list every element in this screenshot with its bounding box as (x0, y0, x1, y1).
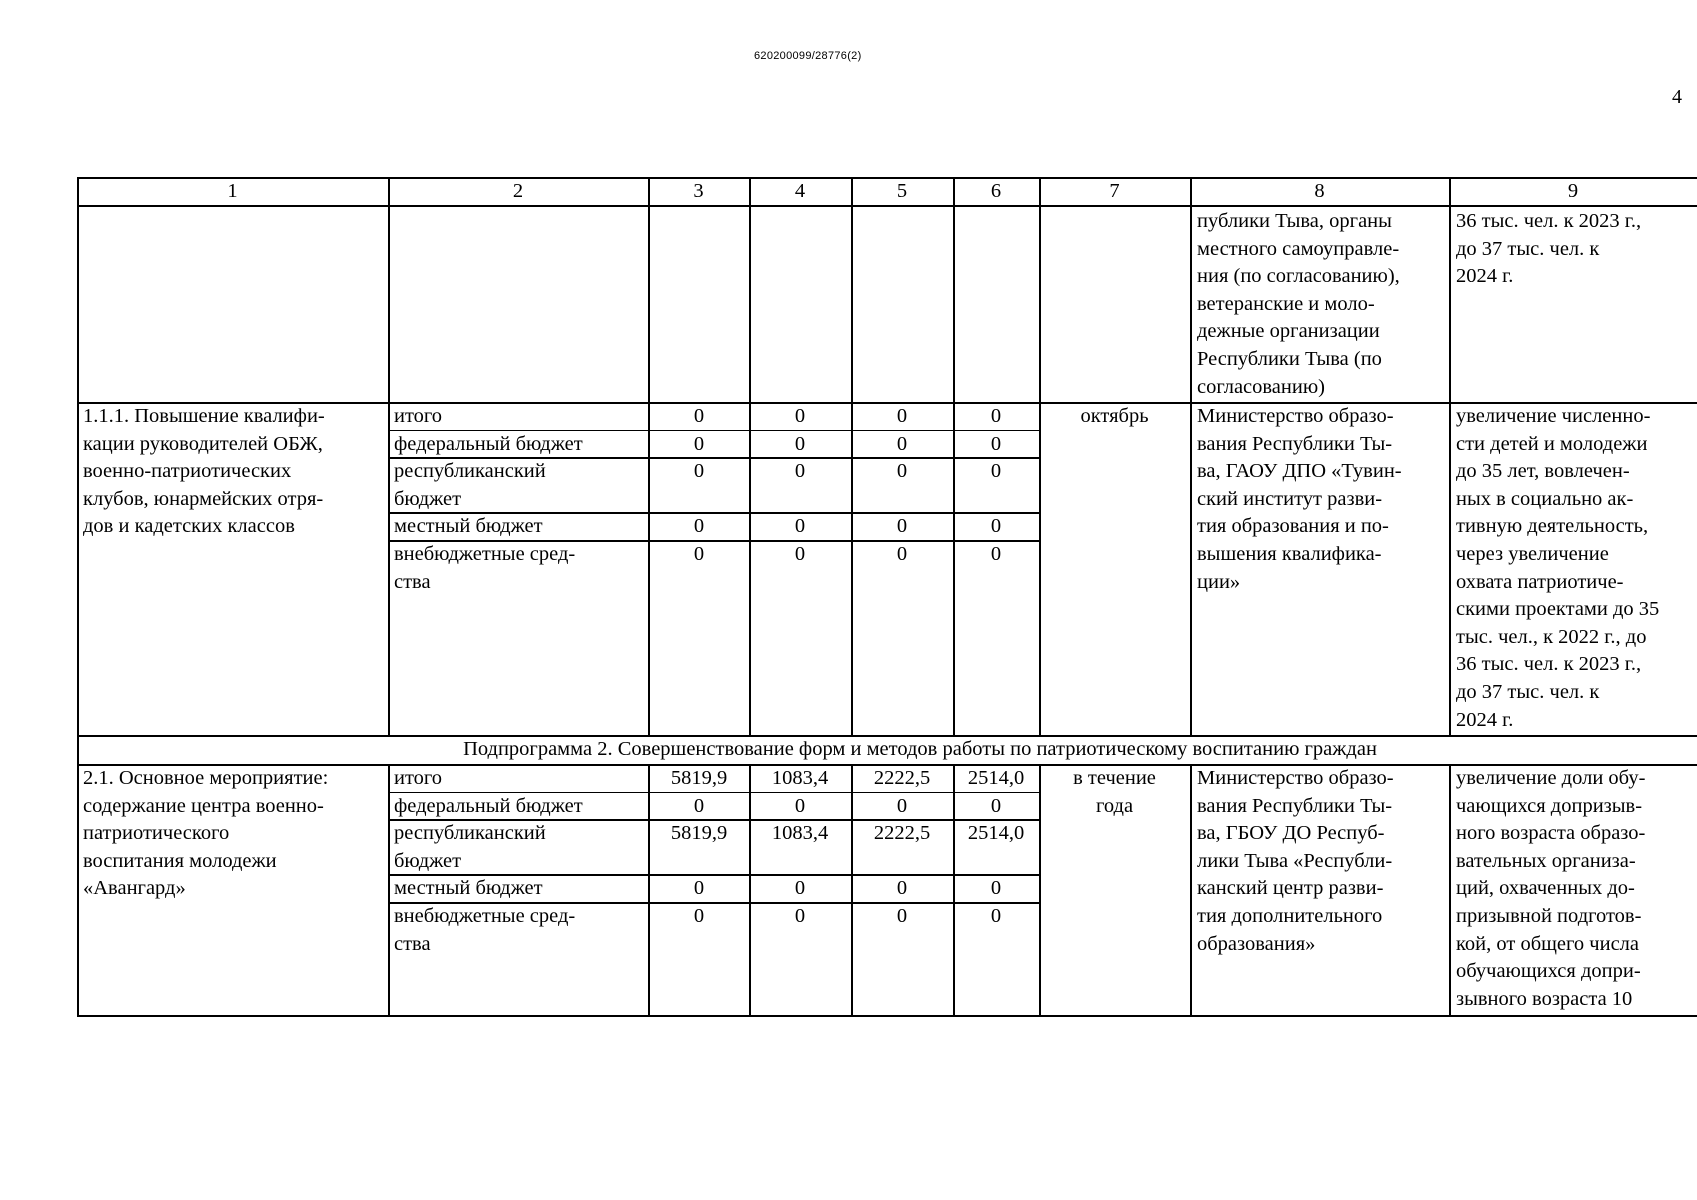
funding-source-label: итого (394, 405, 443, 427)
result-line: ного возраста образо- (1456, 822, 1646, 845)
result-line: через увеличение (1456, 543, 1609, 565)
executors-line: вания Республики Ты- (1197, 794, 1393, 817)
funding-value: 0 (896, 877, 908, 900)
activity-title-line: военно-патриотических (83, 460, 292, 483)
funding-value: 0 (693, 460, 705, 483)
result-line: зывного возраста 10 (1456, 987, 1633, 1010)
funding-source-label: бюджет (394, 487, 462, 510)
result-line: увеличение доли обу- (1456, 767, 1646, 789)
executors-line: вания Республики Ты- (1197, 432, 1393, 455)
funding-value: 0 (896, 460, 908, 483)
funding-value: 2514,0 (967, 767, 1025, 789)
result-line: призывной подготов- (1456, 905, 1642, 927)
table-side-border (77, 177, 79, 1015)
executors-line: согласованию) (1197, 375, 1325, 398)
funding-value: 0 (896, 543, 908, 565)
column-separator (388, 764, 390, 1015)
executors-line: вышения квалифика- (1197, 543, 1382, 565)
column-separator (1449, 764, 1451, 1015)
funding-source-label: внебюджетные сред- (394, 543, 576, 565)
funding-value: 5819,9 (670, 822, 728, 845)
column-header-5: 5 (896, 180, 908, 203)
executors-line: Министерство образо- (1197, 767, 1394, 789)
executors-line: дежные организации (1197, 320, 1380, 343)
funding-value: 1083,4 (771, 767, 829, 789)
result-line: ций, охваченных до- (1456, 877, 1635, 900)
result-line: сти детей и молодежи (1456, 432, 1648, 455)
result-line: чающихся допризыв- (1456, 794, 1643, 817)
funding-value: 0 (794, 794, 806, 817)
funding-value: 0 (990, 515, 1002, 538)
funding-source-label: ства (394, 570, 431, 593)
funding-source-label: местный бюджет (394, 877, 543, 900)
funding-value: 0 (693, 543, 705, 565)
funding-source-label: федеральный бюджет (394, 432, 583, 455)
funding-value: 0 (794, 460, 806, 483)
column-header-3: 3 (693, 180, 704, 203)
funding-source-label: республиканский (394, 460, 546, 483)
activity-title-line: «Авангард» (83, 877, 186, 900)
funding-value: 0 (693, 515, 705, 538)
executors-line: тия дополнительного (1197, 905, 1383, 927)
executors-line: канский центр разви- (1197, 877, 1384, 900)
column-header-4: 4 (794, 180, 806, 203)
executors-line: образования» (1197, 932, 1316, 955)
funding-value: 0 (990, 405, 1002, 427)
funding-value: 0 (693, 405, 705, 427)
activity-title-line: патриотического (83, 822, 230, 845)
result-line: кой, от общего числа (1456, 932, 1639, 955)
column-header-9: 9 (1567, 180, 1579, 203)
result-line: тыс. чел., к 2022 г., до (1456, 625, 1647, 648)
column-separator (1449, 177, 1451, 735)
activity-title-line: 2.1. Основное мероприятие: (83, 767, 329, 789)
funding-source-label: республиканский (394, 822, 546, 845)
funding-value: 0 (693, 794, 705, 817)
funding-value: 0 (794, 515, 806, 538)
funding-value: 0 (896, 432, 908, 455)
executors-line: ва, ГБОУ ДО Респуб- (1197, 822, 1385, 845)
funding-value: 0 (693, 877, 705, 900)
funding-source-label: федеральный бюджет (394, 794, 583, 817)
executors-line: ветеранские и моло- (1197, 292, 1375, 315)
column-header-7: 7 (1109, 180, 1120, 203)
funding-value: 0 (693, 432, 705, 455)
funding-value: 0 (794, 877, 806, 900)
executors-line: местного самоуправле- (1197, 237, 1400, 260)
funding-value: 0 (896, 515, 908, 538)
activity-title-line: дов и кадетских классов (83, 515, 295, 538)
document-code: 620200099/28776(2) (754, 50, 862, 62)
funding-value: 5819,9 (670, 767, 728, 789)
result-line: 2024 г. (1456, 265, 1514, 288)
column-header-1: 1 (227, 180, 238, 203)
funding-value: 0 (794, 905, 806, 927)
result-line: до 37 тыс. чел. к (1456, 681, 1600, 703)
result-line: увеличение численно- (1456, 405, 1651, 427)
funding-source-label: итого (394, 767, 443, 789)
executors-line: Министерство образо- (1197, 405, 1394, 427)
term-line: октябрь (1080, 405, 1149, 427)
funding-source-label: местный бюджет (394, 515, 543, 538)
table-bottom-border (77, 1015, 1697, 1017)
funding-value: 0 (794, 432, 806, 455)
funding-value: 0 (990, 877, 1002, 900)
funding-source-label: внебюджетные сред- (394, 905, 576, 927)
activity-title-line: клубов, юнармейских отря- (83, 487, 324, 510)
funding-value: 0 (990, 543, 1002, 565)
executors-line: ский институт разви- (1197, 487, 1383, 510)
page-number: 4 (1672, 86, 1682, 108)
column-header-6: 6 (990, 180, 1002, 203)
funding-value: 0 (794, 405, 806, 427)
funding-value: 0 (896, 905, 908, 927)
result-line: 36 тыс. чел. к 2023 г., (1456, 653, 1642, 676)
funding-value: 2514,0 (967, 822, 1025, 845)
result-line: тивную деятельность, (1456, 515, 1649, 538)
funding-value: 2222,5 (873, 822, 931, 845)
funding-value: 0 (990, 432, 1002, 455)
executors-line: Республики Тыва (по (1197, 348, 1382, 370)
executors-line: тия образования и по- (1197, 515, 1389, 538)
funding-value: 0 (990, 905, 1002, 927)
funding-source-label: ства (394, 932, 431, 955)
result-line: 2024 г. (1456, 708, 1514, 731)
term-line: в течение (1073, 767, 1156, 789)
column-header-2: 2 (512, 180, 524, 203)
column-separator (1190, 177, 1192, 735)
funding-value: 0 (693, 905, 705, 927)
executors-line: ва, ГАОУ ДПО «Тувин- (1197, 460, 1402, 483)
result-line: скими проектами до 35 (1456, 598, 1660, 621)
column-header-8: 8 (1314, 180, 1325, 203)
executors-line: ции» (1197, 570, 1241, 593)
result-line: вательных организа- (1456, 849, 1636, 872)
activity-title-line: воспитания молодежи (83, 849, 277, 872)
executors-line: ния (по согласованию), (1197, 265, 1400, 288)
funding-value: 1083,4 (771, 822, 829, 845)
activity-title-line: 1.1.1. Повышение квалифи- (83, 405, 325, 427)
funding-value: 0 (794, 543, 806, 565)
funding-value: 0 (990, 794, 1002, 817)
result-line: до 37 тыс. чел. к (1456, 237, 1600, 260)
result-line: охвата патриотиче- (1456, 570, 1624, 593)
result-line: ных в социально ак- (1456, 487, 1634, 510)
activity-title-line: содержание центра военно- (83, 794, 324, 817)
column-separator (388, 177, 390, 735)
executors-line: публики Тыва, органы (1197, 210, 1392, 232)
funding-source-label: бюджет (394, 849, 462, 872)
result-line: обучающихся допри- (1456, 960, 1641, 983)
subprogram-title: Подпрограмма 2. Совершенствование форм и методов работы по патриотическому воспитанию граждан (463, 738, 1377, 760)
executors-line: лики Тыва «Республи- (1197, 849, 1393, 872)
funding-value: 2222,5 (873, 767, 931, 789)
activity-title-line: кации руководителей ОБЖ, (83, 432, 323, 455)
term-line: года (1095, 794, 1134, 817)
funding-value: 0 (990, 460, 1002, 483)
result-line: до 35 лет, вовлечен- (1456, 460, 1630, 483)
result-line: 36 тыс. чел. к 2023 г., (1456, 210, 1642, 232)
funding-value: 0 (896, 794, 908, 817)
funding-value: 0 (896, 405, 908, 427)
